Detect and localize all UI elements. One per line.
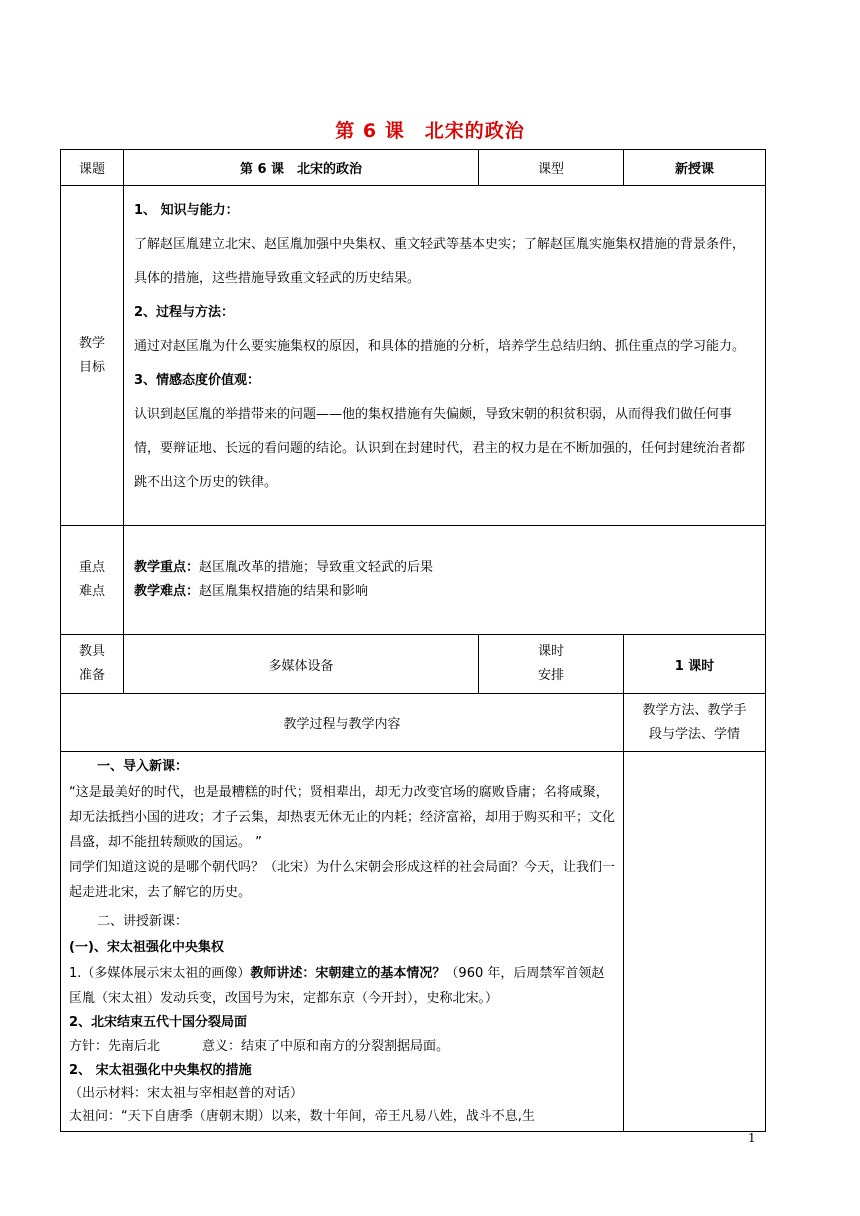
key-points-content: [124, 526, 766, 635]
item3-source: （出示材料：宋太祖与宰相赵普的对话）: [69, 1086, 304, 1101]
process-header-row: [61, 694, 766, 752]
key-points-label: 重点 难点: [61, 526, 124, 635]
objective-process-text: 通过对赵匡胤为什么要实施集权的原因，和具体的措施的分析，培养学生总结归纳、抓住重点的学习能力。: [134, 339, 746, 354]
item2-title: 2、北宋结束五代十国分裂局面: [69, 1015, 248, 1030]
process-content-row: [61, 752, 766, 1132]
intro-title: 一、导入新课：: [97, 759, 189, 774]
type-label: 课型: [479, 150, 624, 186]
time-value: 1 课时: [624, 635, 766, 694]
objective-attitude-text: 认识到赵匡胤的举措带来的问题——他的集权措施有失偏颇，导致宋朝的积贫积弱，从而得我们做任何事情，要辩证地、长远的看问题的结论。认识到在封建时代，君主的权力是在不断加强的，任何封建统治者都跳不出这个历史的铁律。: [134, 407, 746, 490]
focus-label: 教学重点：: [134, 560, 200, 575]
difficulty-text: 赵匡胤集权措施的结果和影响: [199, 584, 369, 599]
time-label: 课时 安排: [479, 635, 624, 694]
type-value: 新授课: [624, 150, 766, 186]
intro-question: 同学们知道这说的是哪个朝代吗？（北宋）为什么宋朝会形成这样的社会局面？今天，让我们一起走进北宋，去了解它的历史。: [69, 860, 616, 900]
item1: 1.（多媒体展示宋太祖的画像）教师讲述：宋朝建立的基本情况？（960 年，后周禁军首领赵匡胤（宋太祖）发动兵变，改国号为宋，定都东京（今开封），史称北宋。）: [69, 966, 605, 1006]
process-content: [61, 752, 624, 1132]
key-points-row: [61, 526, 766, 635]
page-number: 1: [748, 1131, 756, 1145]
method-cell: [624, 752, 766, 1132]
objective-process-title: 2、过程与方法：: [134, 305, 235, 320]
prep-label: 教具 准备: [61, 635, 124, 694]
objectives-row: [61, 186, 766, 526]
lesson-label: 课题: [61, 150, 124, 186]
header-row: [61, 150, 766, 186]
lesson-value: 第 6 课 北宋的政治: [124, 150, 479, 186]
difficulty-label: 教学难点：: [134, 584, 200, 599]
lesson-plan-table: [60, 149, 766, 1132]
part1-title: (一)、宋太祖强化中央集权: [69, 940, 224, 955]
process-header: 教学过程与教学内容: [61, 694, 624, 752]
item2-text: 方针：先南后北 意义：结束了中原和南方的分裂割据局面。: [69, 1039, 450, 1054]
objective-attitude-title: 3、情感态度价值观：: [134, 373, 261, 388]
page-title: 第 6 课 北宋的政治: [335, 120, 525, 142]
item3-text: 太祖问：“天下自唐季（唐朝末期）以来，数十年间，帝王凡易八姓，战斗不息,生: [69, 1109, 535, 1124]
prep-row: [61, 635, 766, 694]
objective-knowledge-text: 了解赵匡胤建立北宋、赵匡胤加强中央集权、重文轻武等基本史实；了解赵匡胤实施集权措施的背景条件，具体的措施，这些措施导致重文轻武的历史结果。: [134, 237, 746, 286]
intro-quote: “这是最美好的时代，也是最糟糕的时代；贤相辈出，却无力改变官场的腐败昏庸；名将咸聚，却无法抵挡小国的进攻；才子云集，却热衷无休无止的内耗；经济富裕，却用于购买和平；文化昌盛，却不能扭转颓败的国运。 ”: [69, 785, 616, 850]
prep-value: 多媒体设备: [124, 635, 479, 694]
method-header: 教学方法、教学手 段与学法、学情: [624, 694, 766, 752]
objectives-label: 教学 目标: [61, 186, 124, 526]
item3-title: 2、 宋太祖强化中央集权的措施: [69, 1063, 252, 1078]
new-lesson-title: 二、讲授新课：: [97, 914, 189, 929]
objectives-content: [124, 186, 766, 526]
objective-knowledge-title: 1、 知识与能力：: [134, 203, 239, 218]
focus-text: 赵匡胤改革的措施；导致重文轻武的后果: [199, 560, 434, 575]
